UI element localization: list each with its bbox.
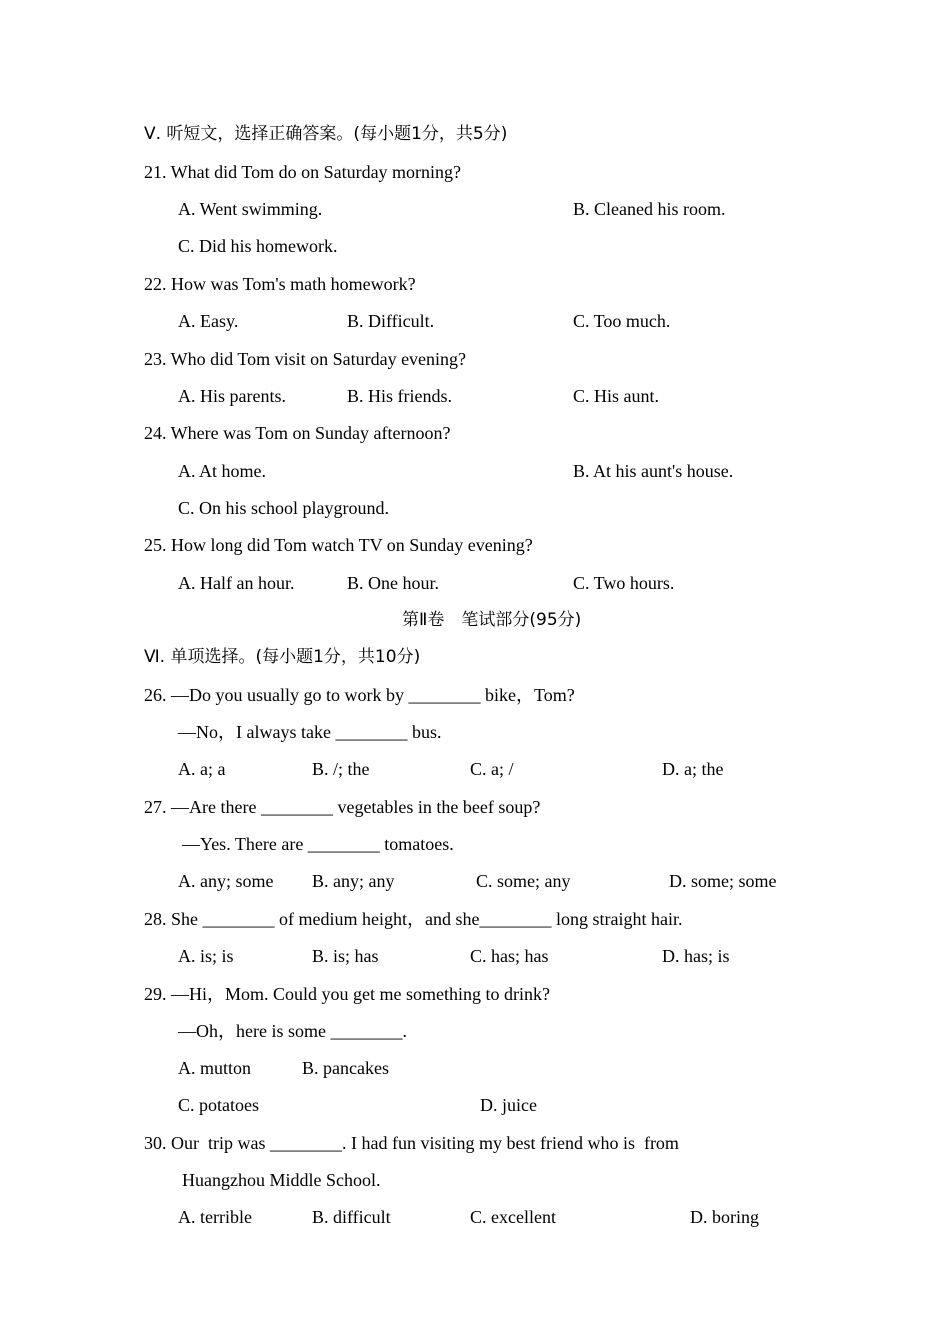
question-27-reply: —Yes. There are ________ tomatoes.	[182, 834, 454, 854]
q25-option-c: C. Two hours.	[573, 573, 675, 593]
q27-option-b: B. any; any	[312, 871, 395, 891]
q29-option-b: B. pancakes	[302, 1058, 389, 1078]
q23-option-a: A. His parents.	[178, 386, 286, 406]
q28-option-b: B. is; has	[312, 946, 379, 966]
q25-option-b: B. One hour.	[347, 573, 439, 593]
q30-option-c: C. excellent	[470, 1207, 556, 1227]
q30-option-d: D. boring	[690, 1207, 759, 1227]
question-26: 26. —Do you usually go to work by ________ bike，Tom?	[144, 685, 575, 705]
section-5-title: Ⅴ. 听短文，选择正确答案。(每小题1分，共5分)	[144, 124, 508, 144]
q23-option-b: B. His friends.	[347, 386, 452, 406]
q27-option-a: A. any; some	[178, 871, 274, 891]
q27-option-d: D. some; some	[669, 871, 777, 891]
q23-option-c: C. His aunt.	[573, 386, 660, 406]
q29-option-a: A. mutton	[178, 1058, 252, 1078]
question-25: 25. How long did Tom watch TV on Sunday evening?	[144, 535, 533, 555]
q22-option-b: B. Difficult.	[347, 311, 435, 331]
q26-option-c: C. a; /	[470, 759, 514, 779]
q21-option-b: B. Cleaned his room.	[573, 199, 726, 219]
q28-option-c: C. has; has	[470, 946, 549, 966]
question-24: 24. Where was Tom on Sunday afternoon?	[144, 423, 451, 443]
q26-option-b: B. /; the	[312, 759, 370, 779]
q28-option-a: A. is; is	[178, 946, 234, 966]
q27-option-c: C. some; any	[476, 871, 571, 891]
q21-option-a: A. Went swimming.	[178, 199, 323, 219]
q26-option-d: D. a; the	[662, 759, 724, 779]
part-2-title: 第Ⅱ卷 笔试部分(95分)	[402, 610, 582, 630]
section-6-title: Ⅵ. 单项选择。(每小题1分，共10分)	[144, 647, 421, 667]
q30-option-a: A. terrible	[178, 1207, 252, 1227]
q30-option-b: B. difficult	[312, 1207, 391, 1227]
question-30-continued: Huangzhou Middle School.	[182, 1170, 381, 1190]
q29-option-c: C. potatoes	[178, 1095, 259, 1115]
question-21: 21. What did Tom do on Saturday morning?	[144, 162, 462, 182]
q24-option-c: C. On his school playground.	[178, 498, 389, 518]
question-22: 22. How was Tom's math homework?	[144, 274, 416, 294]
question-29-reply: —Oh，here is some ________.	[178, 1021, 407, 1041]
question-30: 30. Our trip was ________. I had fun visiting my best friend who is from	[144, 1133, 679, 1153]
question-26-reply: —No，I always take ________ bus.	[178, 722, 442, 742]
q29-option-d: D. juice	[480, 1095, 537, 1115]
question-28: 28. She ________ of medium height，and she________ long straight hair.	[144, 909, 683, 929]
q21-option-c: C. Did his homework.	[178, 236, 338, 256]
q25-option-a: A. Half an hour.	[178, 573, 295, 593]
q22-option-c: C. Too much.	[573, 311, 671, 331]
q22-option-a: A. Easy.	[178, 311, 239, 331]
question-27: 27. —Are there ________ vegetables in the beef soup?	[144, 797, 541, 817]
q24-option-a: A. At home.	[178, 461, 266, 481]
question-29: 29. —Hi，Mom. Could you get me something to drink?	[144, 984, 550, 1004]
question-23: 23. Who did Tom visit on Saturday evening?	[144, 349, 467, 369]
q28-option-d: D. has; is	[662, 946, 730, 966]
q24-option-b: B. At his aunt's house.	[573, 461, 734, 481]
q26-option-a: A. a; a	[178, 759, 226, 779]
